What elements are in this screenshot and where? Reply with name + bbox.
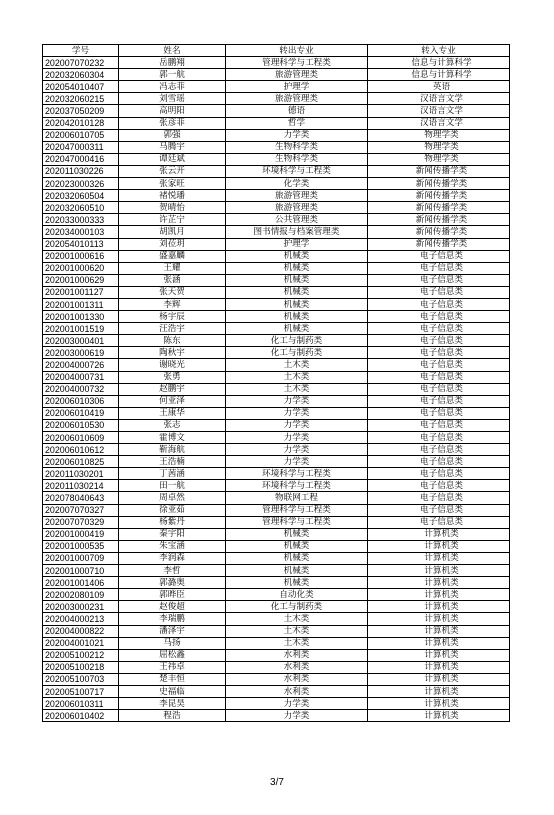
cell-from-major: 机械类 [226, 311, 368, 323]
cell-student-id: 202006010825 [43, 456, 119, 468]
table-row [43, 57, 510, 69]
cell-name: 高明阳 [119, 105, 226, 117]
cell-to-major: 新闻传播学类 [368, 165, 510, 177]
cell-student-id: 202005100218 [43, 661, 119, 673]
cell-to-major: 计算机类 [368, 552, 510, 564]
cell-student-id: 202001000710 [43, 565, 119, 577]
cell-from-major: 自动化类 [226, 589, 368, 601]
cell-student-id: 202011030201 [43, 468, 119, 480]
cell-to-major: 计算机类 [368, 528, 510, 540]
table-row [43, 577, 510, 589]
cell-name: 岳鹏翔 [119, 57, 226, 69]
table-row [43, 274, 510, 286]
cell-to-major: 计算机类 [368, 625, 510, 637]
cell-from-major: 化工与制药类 [226, 347, 368, 359]
cell-from-major: 图书情报与档案管理类 [226, 226, 368, 238]
cell-from-major: 化学类 [226, 178, 368, 190]
cell-to-major: 新闻传播学类 [368, 238, 510, 250]
cell-from-major: 力学类 [226, 407, 368, 419]
cell-to-major: 电子信息类 [368, 444, 510, 456]
cell-to-major: 新闻传播学类 [368, 178, 510, 190]
header-student-id: 学号 [43, 45, 119, 57]
cell-student-id: 202006010402 [43, 710, 119, 722]
table-row [43, 286, 510, 298]
table-row [43, 407, 510, 419]
table-row [43, 262, 510, 274]
cell-from-major: 机械类 [226, 552, 368, 564]
cell-name: 郭一航 [119, 69, 226, 81]
table-row [43, 589, 510, 601]
table-row [43, 565, 510, 577]
cell-student-id: 202042010128 [43, 117, 119, 129]
table-row [43, 93, 510, 105]
cell-from-major: 环境科学与工程类 [226, 480, 368, 492]
cell-name: 周卓然 [119, 492, 226, 504]
table-row [43, 81, 510, 93]
cell-to-major: 电子信息类 [368, 359, 510, 371]
cell-from-major: 水利类 [226, 661, 368, 673]
cell-student-id: 202054010407 [43, 81, 119, 93]
cell-name: 赵鹏宇 [119, 383, 226, 395]
cell-from-major: 护理学 [226, 81, 368, 93]
table-row [43, 601, 510, 613]
cell-name: 李瑞鹏 [119, 613, 226, 625]
table-row [43, 335, 510, 347]
cell-name: 丁茜涵 [119, 468, 226, 480]
cell-to-major: 电子信息类 [368, 274, 510, 286]
table-row [43, 698, 510, 710]
table-row [43, 190, 510, 202]
table-row [43, 673, 510, 685]
table-row [43, 468, 510, 480]
cell-name: 郭潞奥 [119, 577, 226, 589]
cell-student-id: 202054010113 [43, 238, 119, 250]
cell-to-major: 信息与计算科学 [368, 57, 510, 69]
cell-name: 张云开 [119, 165, 226, 177]
cell-student-id: 202006010311 [43, 698, 119, 710]
header-from-major: 转出专业 [226, 45, 368, 57]
cell-name: 田一航 [119, 480, 226, 492]
table-row [43, 710, 510, 722]
table-row [43, 117, 510, 129]
cell-name: 贺晴怡 [119, 202, 226, 214]
cell-to-major: 计算机类 [368, 613, 510, 625]
cell-student-id: 202001000419 [43, 528, 119, 540]
cell-from-major: 化工与制药类 [226, 601, 368, 613]
cell-from-major: 旅游管理类 [226, 202, 368, 214]
table-row [43, 238, 510, 250]
cell-from-major: 土木类 [226, 383, 368, 395]
cell-from-major: 力学类 [226, 698, 368, 710]
cell-to-major: 计算机类 [368, 540, 510, 552]
cell-to-major: 英语 [368, 81, 510, 93]
cell-student-id: 202001001406 [43, 577, 119, 589]
cell-name: 汪浩宇 [119, 323, 226, 335]
cell-to-major: 计算机类 [368, 577, 510, 589]
cell-student-id: 202011030226 [43, 165, 119, 177]
cell-to-major: 汉语言文学 [368, 105, 510, 117]
cell-from-major: 力学类 [226, 710, 368, 722]
cell-from-major: 土木类 [226, 637, 368, 649]
cell-from-major: 机械类 [226, 286, 368, 298]
cell-to-major: 电子信息类 [368, 347, 510, 359]
cell-name: 史福临 [119, 685, 226, 697]
cell-from-major: 机械类 [226, 250, 368, 262]
cell-from-major: 机械类 [226, 565, 368, 577]
cell-to-major: 计算机类 [368, 673, 510, 685]
cell-from-major: 土木类 [226, 625, 368, 637]
cell-student-id: 202001001127 [43, 286, 119, 298]
cell-to-major: 电子信息类 [368, 456, 510, 468]
cell-name: 胡凯月 [119, 226, 226, 238]
cell-student-id: 202004001021 [43, 637, 119, 649]
cell-student-id: 202006010530 [43, 419, 119, 431]
table-body [43, 57, 510, 722]
cell-name: 郭晔臣 [119, 589, 226, 601]
cell-student-id: 202006010306 [43, 395, 119, 407]
cell-to-major: 新闻传播学类 [368, 226, 510, 238]
cell-name: 盛嘉麟 [119, 250, 226, 262]
cell-from-major: 机械类 [226, 298, 368, 310]
cell-name: 张勇 [119, 371, 226, 383]
cell-to-major: 电子信息类 [368, 371, 510, 383]
cell-from-major: 机械类 [226, 262, 368, 274]
table-row [43, 383, 510, 395]
cell-to-major: 信息与计算科学 [368, 69, 510, 81]
cell-from-major: 旅游管理类 [226, 69, 368, 81]
table-row [43, 504, 510, 516]
cell-to-major: 计算机类 [368, 649, 510, 661]
cell-student-id: 202004000732 [43, 383, 119, 395]
cell-name: 徐亚茹 [119, 504, 226, 516]
cell-to-major: 电子信息类 [368, 492, 510, 504]
cell-from-major: 机械类 [226, 577, 368, 589]
table-row [43, 637, 510, 649]
cell-name: 刘雪瑶 [119, 93, 226, 105]
cell-to-major: 新闻传播学类 [368, 202, 510, 214]
cell-to-major: 物理学类 [368, 141, 510, 153]
cell-name: 王浩楠 [119, 456, 226, 468]
cell-student-id: 202001000629 [43, 274, 119, 286]
cell-name: 刘莅玥 [119, 238, 226, 250]
table-row [43, 516, 510, 528]
cell-from-major: 德语 [226, 105, 368, 117]
cell-to-major: 电子信息类 [368, 504, 510, 516]
cell-name: 秦宇阳 [119, 528, 226, 540]
cell-name: 张志 [119, 419, 226, 431]
cell-name: 屈松鑫 [119, 649, 226, 661]
cell-from-major: 生物科学类 [226, 141, 368, 153]
cell-to-major: 电子信息类 [368, 262, 510, 274]
cell-from-major: 土木类 [226, 613, 368, 625]
cell-name: 杨宇辰 [119, 311, 226, 323]
table-row [43, 371, 510, 383]
cell-student-id: 202001001330 [43, 311, 119, 323]
cell-from-major: 环境科学与工程类 [226, 165, 368, 177]
transfer-list-table [42, 44, 510, 722]
cell-to-major: 计算机类 [368, 565, 510, 577]
table-row [43, 685, 510, 697]
cell-student-id: 202034000103 [43, 226, 119, 238]
cell-from-major: 力学类 [226, 419, 368, 431]
cell-name: 许芷宁 [119, 214, 226, 226]
table-row [43, 649, 510, 661]
cell-name: 郭强 [119, 129, 226, 141]
cell-from-major: 力学类 [226, 456, 368, 468]
table-row [43, 153, 510, 165]
cell-student-id: 202003000401 [43, 335, 119, 347]
cell-name: 张天贺 [119, 286, 226, 298]
cell-student-id: 202001000535 [43, 540, 119, 552]
table-row [43, 492, 510, 504]
cell-student-id: 202004000726 [43, 359, 119, 371]
cell-from-major: 土木类 [226, 371, 368, 383]
cell-name: 谢晓光 [119, 359, 226, 371]
cell-to-major: 计算机类 [368, 589, 510, 601]
cell-to-major: 汉语言文学 [368, 93, 510, 105]
table-row [43, 347, 510, 359]
cell-to-major: 电子信息类 [368, 335, 510, 347]
cell-student-id: 202001000620 [43, 262, 119, 274]
cell-to-major: 电子信息类 [368, 432, 510, 444]
cell-from-major: 机械类 [226, 528, 368, 540]
cell-to-major: 物理学类 [368, 153, 510, 165]
cell-name: 杨紫丹 [119, 516, 226, 528]
cell-student-id: 202003000231 [43, 601, 119, 613]
cell-to-major: 电子信息类 [368, 468, 510, 480]
cell-to-major: 计算机类 [368, 661, 510, 673]
cell-from-major: 管理科学与工程类 [226, 57, 368, 69]
cell-to-major: 计算机类 [368, 710, 510, 722]
table-row [43, 456, 510, 468]
table-row [43, 226, 510, 238]
cell-student-id: 202004000213 [43, 613, 119, 625]
table-row [43, 202, 510, 214]
cell-from-major: 护理学 [226, 238, 368, 250]
table-row [43, 359, 510, 371]
cell-to-major: 电子信息类 [368, 311, 510, 323]
cell-student-id: 202007070329 [43, 516, 119, 528]
cell-student-id: 202001001311 [43, 298, 119, 310]
cell-from-major: 管理科学与工程类 [226, 516, 368, 528]
cell-student-id: 202005100212 [43, 649, 119, 661]
cell-name: 王祎卓 [119, 661, 226, 673]
cell-from-major: 物联网工程 [226, 492, 368, 504]
cell-to-major: 计算机类 [368, 637, 510, 649]
cell-name: 赵俊超 [119, 601, 226, 613]
cell-to-major: 计算机类 [368, 685, 510, 697]
table-row [43, 214, 510, 226]
cell-student-id: 202001001519 [43, 323, 119, 335]
cell-student-id: 202047000311 [43, 141, 119, 153]
cell-to-major: 电子信息类 [368, 516, 510, 528]
cell-from-major: 水利类 [226, 673, 368, 685]
table-row [43, 444, 510, 456]
table-row [43, 552, 510, 564]
cell-to-major: 电子信息类 [368, 480, 510, 492]
cell-from-major: 水利类 [226, 649, 368, 661]
cell-name: 张彦菲 [119, 117, 226, 129]
cell-name: 楚丰恒 [119, 673, 226, 685]
cell-from-major: 水利类 [226, 685, 368, 697]
table-row [43, 613, 510, 625]
cell-name: 王康华 [119, 407, 226, 419]
cell-student-id: 202032060215 [43, 93, 119, 105]
cell-name: 何亚泽 [119, 395, 226, 407]
table-row [43, 311, 510, 323]
cell-from-major: 机械类 [226, 274, 368, 286]
cell-to-major: 新闻传播学类 [368, 190, 510, 202]
cell-student-id: 202005100717 [43, 685, 119, 697]
cell-name: 谭廷斌 [119, 153, 226, 165]
cell-name: 李辉 [119, 298, 226, 310]
cell-name: 王耀 [119, 262, 226, 274]
cell-student-id: 202007070232 [43, 57, 119, 69]
cell-from-major: 哲学 [226, 117, 368, 129]
cell-name: 褚悦璠 [119, 190, 226, 202]
table-row [43, 661, 510, 673]
cell-name: 李哲 [119, 565, 226, 577]
table-row [43, 395, 510, 407]
cell-student-id: 202003000619 [43, 347, 119, 359]
cell-from-major: 化工与制药类 [226, 335, 368, 347]
table-row [43, 165, 510, 177]
cell-to-major: 电子信息类 [368, 419, 510, 431]
cell-name: 马腾宇 [119, 141, 226, 153]
cell-name: 朱宝涵 [119, 540, 226, 552]
cell-from-major: 旅游管理类 [226, 190, 368, 202]
cell-to-major: 计算机类 [368, 698, 510, 710]
table-row [43, 178, 510, 190]
cell-name: 霍博文 [119, 432, 226, 444]
cell-name: 靳海航 [119, 444, 226, 456]
cell-to-major: 物理学类 [368, 129, 510, 141]
cell-student-id: 202001000616 [43, 250, 119, 262]
table-row [43, 250, 510, 262]
cell-name: 冯志菲 [119, 81, 226, 93]
cell-student-id: 202005100703 [43, 673, 119, 685]
header-to-major: 转入专业 [368, 45, 510, 57]
page-number: 3/7 [270, 777, 284, 788]
cell-name: 陈东 [119, 335, 226, 347]
table-row [43, 105, 510, 117]
cell-name: 张家旺 [119, 178, 226, 190]
cell-name: 李昆昊 [119, 698, 226, 710]
cell-student-id: 202006010612 [43, 444, 119, 456]
cell-to-major: 新闻传播学类 [368, 214, 510, 226]
cell-student-id: 202032060504 [43, 190, 119, 202]
table-row [43, 432, 510, 444]
cell-student-id: 202006010419 [43, 407, 119, 419]
cell-name: 潘泽宇 [119, 625, 226, 637]
table-row [43, 141, 510, 153]
cell-student-id: 202078040643 [43, 492, 119, 504]
cell-name: 张涵 [119, 274, 226, 286]
cell-student-id: 202004000822 [43, 625, 119, 637]
cell-to-major: 电子信息类 [368, 298, 510, 310]
cell-from-major: 力学类 [226, 444, 368, 456]
header-name: 姓名 [119, 45, 226, 57]
cell-student-id: 202033000333 [43, 214, 119, 226]
cell-name: 陶秋宇 [119, 347, 226, 359]
table-row [43, 625, 510, 637]
cell-from-major: 机械类 [226, 323, 368, 335]
cell-from-major: 力学类 [226, 129, 368, 141]
cell-from-major: 力学类 [226, 395, 368, 407]
cell-student-id: 202032060510 [43, 202, 119, 214]
cell-to-major: 电子信息类 [368, 407, 510, 419]
cell-to-major: 电子信息类 [368, 286, 510, 298]
cell-name: 程浩 [119, 710, 226, 722]
cell-name: 李润森 [119, 552, 226, 564]
cell-from-major: 生物科学类 [226, 153, 368, 165]
table-row [43, 129, 510, 141]
cell-from-major: 旅游管理类 [226, 93, 368, 105]
table-row [43, 528, 510, 540]
cell-student-id: 202007070327 [43, 504, 119, 516]
table-row [43, 540, 510, 552]
cell-from-major: 力学类 [226, 432, 368, 444]
cell-student-id: 202001000709 [43, 552, 119, 564]
table-row [43, 480, 510, 492]
cell-from-major: 机械类 [226, 540, 368, 552]
cell-to-major: 汉语言文学 [368, 117, 510, 129]
table-header-row [43, 45, 510, 57]
cell-to-major: 计算机类 [368, 601, 510, 613]
cell-student-id: 202006010705 [43, 129, 119, 141]
cell-name: 马扬 [119, 637, 226, 649]
cell-student-id: 202023000326 [43, 178, 119, 190]
cell-from-major: 公共管理类 [226, 214, 368, 226]
cell-from-major: 土木类 [226, 359, 368, 371]
cell-student-id: 202047000416 [43, 153, 119, 165]
table-row [43, 298, 510, 310]
cell-student-id: 202004000731 [43, 371, 119, 383]
table-row [43, 69, 510, 81]
cell-student-id: 202037050209 [43, 105, 119, 117]
cell-student-id: 202002080109 [43, 589, 119, 601]
cell-student-id: 202032060304 [43, 69, 119, 81]
cell-from-major: 环境科学与工程类 [226, 468, 368, 480]
cell-to-major: 电子信息类 [368, 323, 510, 335]
table-row [43, 323, 510, 335]
cell-student-id: 202006010609 [43, 432, 119, 444]
cell-to-major: 电子信息类 [368, 395, 510, 407]
cell-to-major: 电子信息类 [368, 383, 510, 395]
cell-student-id: 202011030214 [43, 480, 119, 492]
cell-from-major: 管理科学与工程类 [226, 504, 368, 516]
cell-to-major: 电子信息类 [368, 250, 510, 262]
table-row [43, 419, 510, 431]
